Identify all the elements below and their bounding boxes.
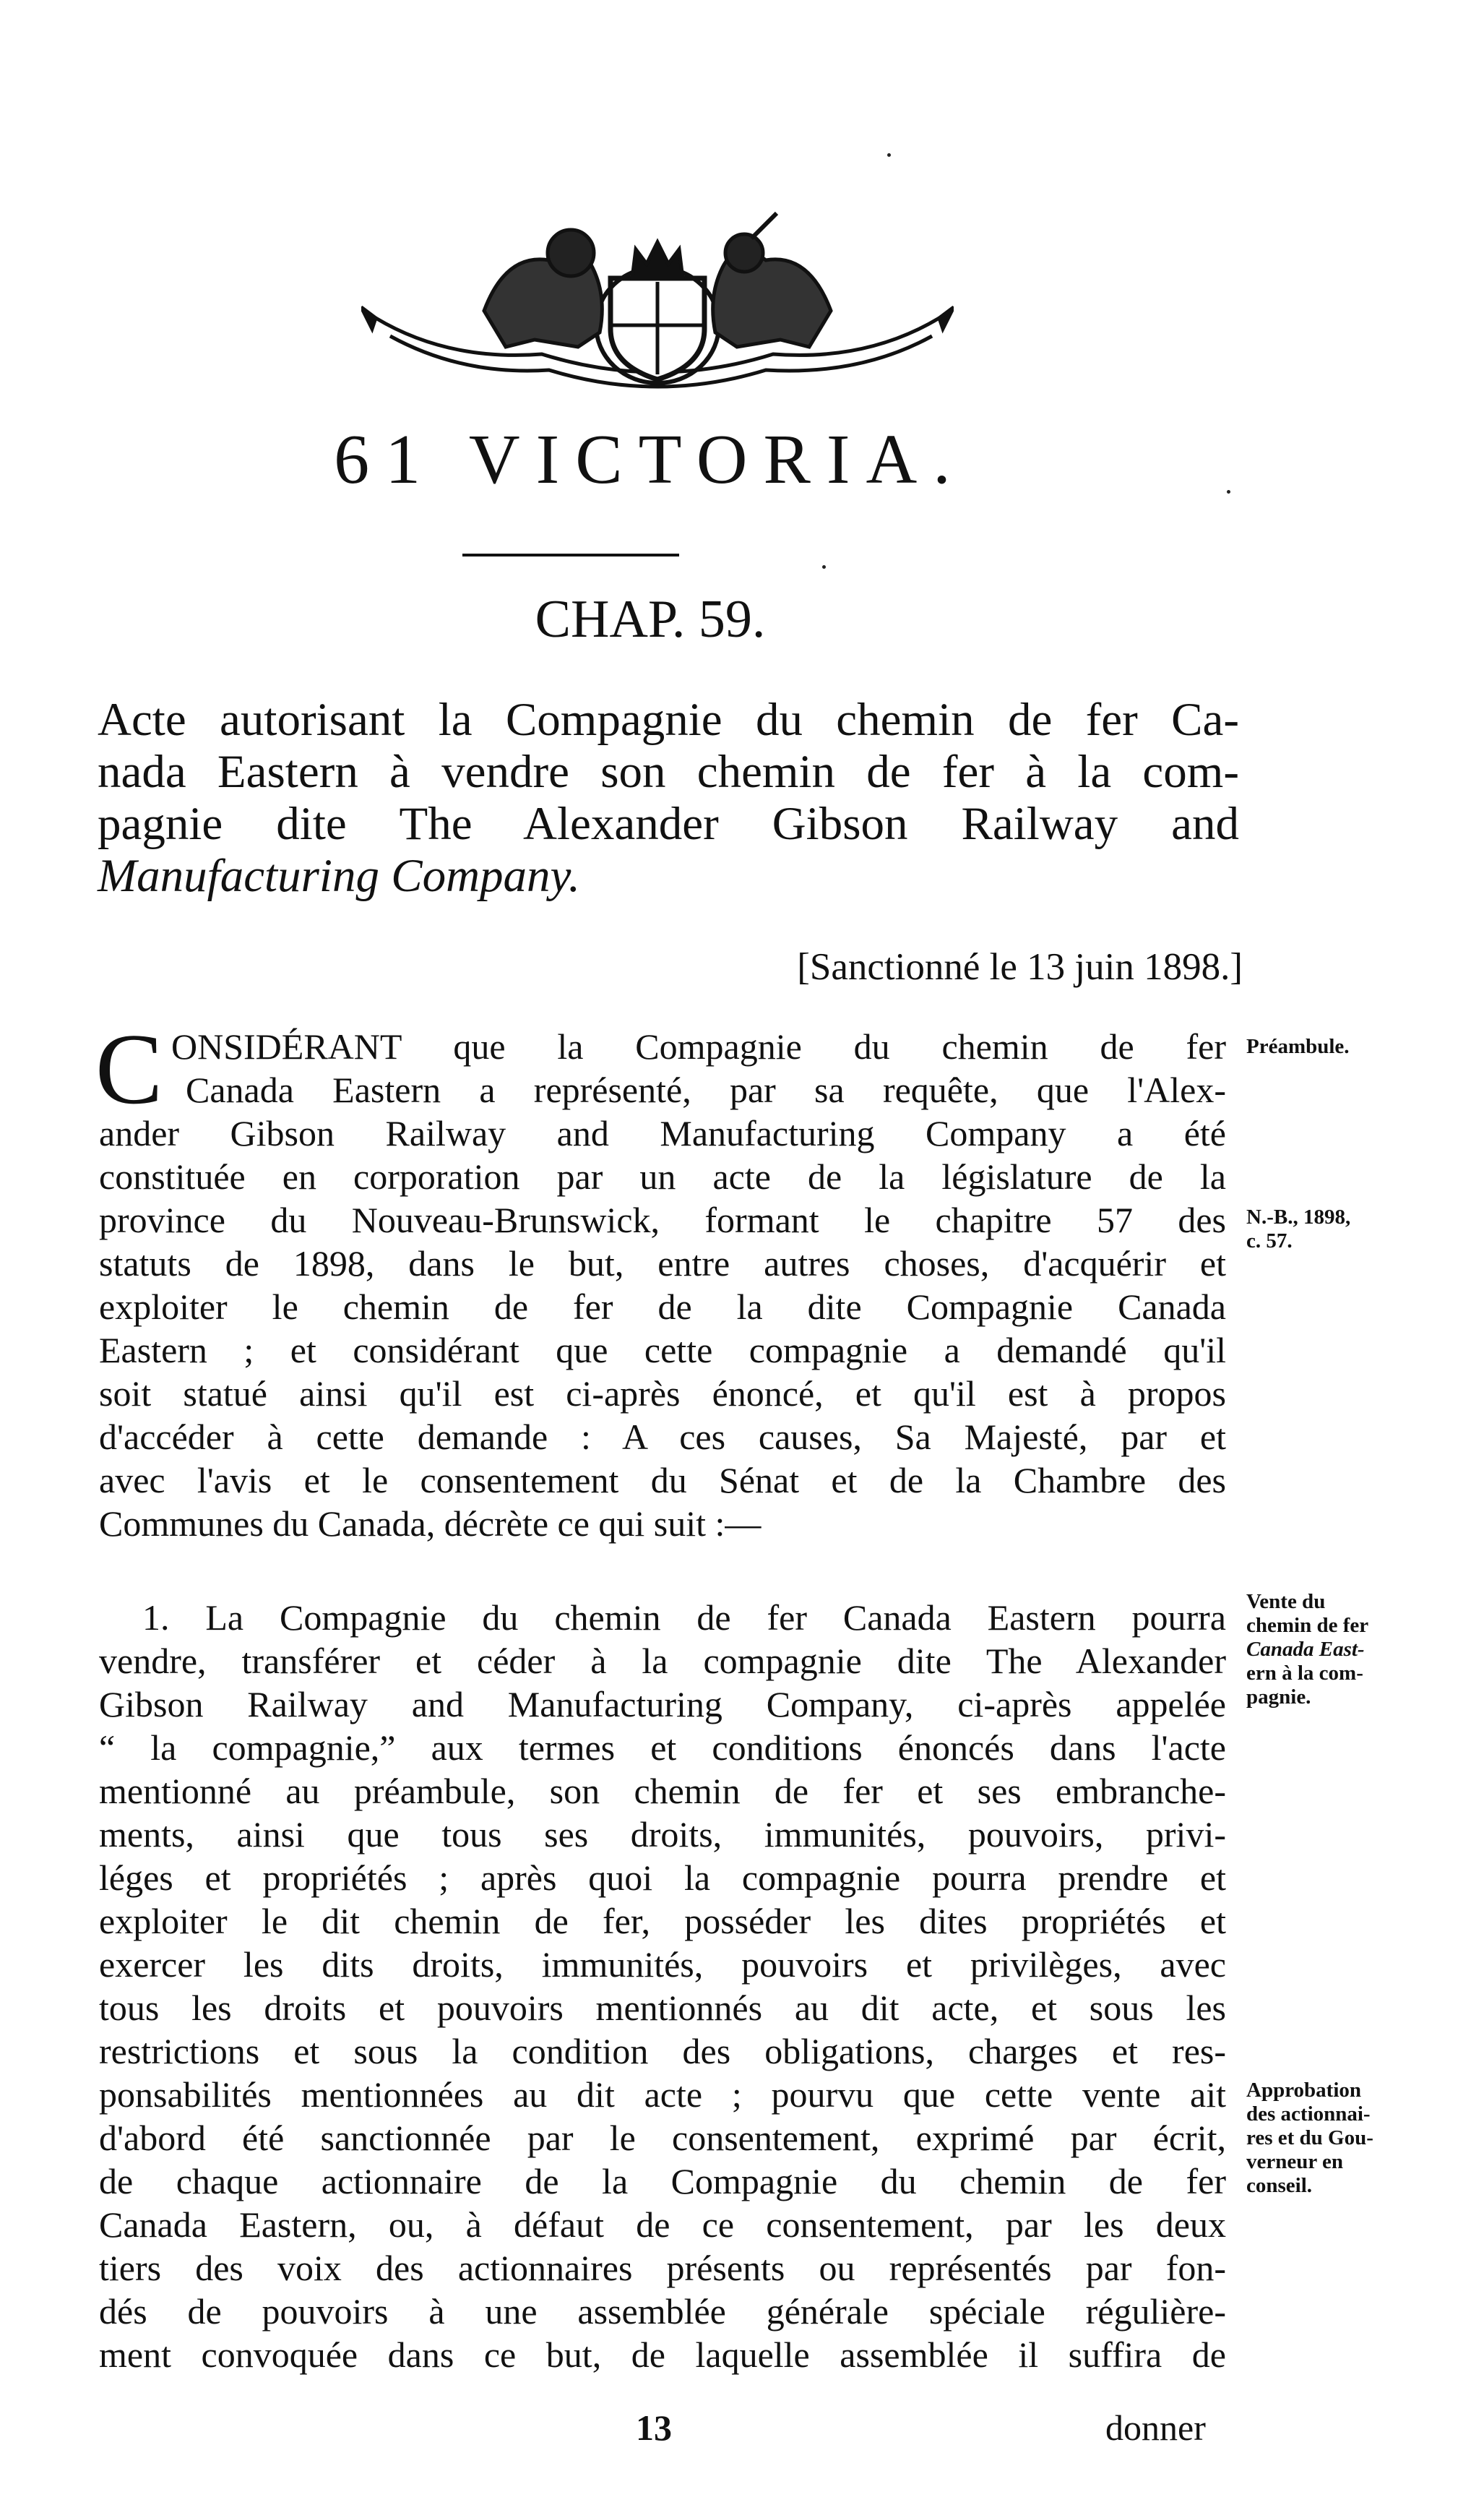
preamble-line: ONSIDÉRANT que la Compagnie du chemin de fer	[171, 1026, 1226, 1067]
margin-note-approval	[1246, 2079, 1463, 2198]
catchword: donner	[1105, 2407, 1206, 2448]
print-speck	[887, 153, 891, 157]
section1-line: ment convoquée dans ce but, de laquelle assemblée il suffira de	[99, 2334, 1226, 2375]
margin-note-line: Approbation	[1246, 2079, 1362, 2102]
section1-line: dés de pouvoirs à une assemblée générale spéciale régulière-	[99, 2291, 1226, 2332]
margin-note-line: ern à la com-	[1246, 1662, 1363, 1685]
section1-line: de chaque actionnaire de la Compagnie du chemin de fer	[99, 2161, 1226, 2201]
drop-cap: C	[95, 1013, 163, 1125]
preamble-line: avec l'avis et le consentement du Sénat et de la Chambre des	[99, 1460, 1226, 1500]
act-title-line: Acte autorisant la Compagnie du chemin de fer Ca-	[98, 694, 1239, 746]
preamble-line: Communes du Canada, décrète ce qui suit :—	[99, 1503, 762, 1544]
section1-line: 1. La Compagnie du chemin de fer Canada Eastern pourra	[142, 1597, 1226, 1638]
margin-note-line: des actionnai-	[1246, 2102, 1371, 2126]
section1-line: vendre, transférer et céder à la compagnie dite The Alexander	[99, 1641, 1226, 1681]
section1-line: ments, ainsi que tous ses droits, immunités, pouvoirs, privi-	[99, 1814, 1226, 1855]
margin-note-reference	[1246, 1206, 1463, 1253]
preamble-line: Eastern ; et considérant que cette compagnie a demandé qu'il	[99, 1330, 1226, 1370]
preamble-line: statuts de 1898, dans le but, entre autres choses, d'acquérir et	[99, 1243, 1226, 1284]
preamble-line: d'accéder à cette demande : A ces causes, Sa Majesté, par et	[99, 1417, 1226, 1457]
preamble-line: province du Nouveau-Brunswick, formant le chapitre 57 des	[99, 1200, 1226, 1240]
margin-note-line: pagnie.	[1246, 1685, 1311, 1709]
margin-note-line: c. 57.	[1246, 1229, 1293, 1252]
margin-note-line: conseil.	[1246, 2174, 1313, 2197]
section1-line: exploiter le dit chemin de fer, posséder les dites propriétés et	[99, 1901, 1226, 1941]
preamble-line: Canada Eastern a représenté, par sa requête, que l'Alex-	[186, 1070, 1226, 1110]
section1-line: restrictions et sous la condition des obligations, charges et res-	[99, 2031, 1226, 2071]
preamble-line: ander Gibson Railway and Manufacturing Company a été	[99, 1113, 1226, 1153]
margin-note-line: verneur en	[1246, 2150, 1343, 2173]
print-speck	[822, 565, 826, 569]
title-divider	[462, 554, 679, 557]
preamble-line: soit statué ainsi qu'il est ci-après énoncé, et qu'il est à propos	[99, 1373, 1226, 1414]
page-title: 61 VICTORIA.	[334, 421, 967, 499]
section1-line: Canada Eastern, ou, à défaut de ce consentement, par les deux	[99, 2204, 1226, 2245]
margin-note-sale	[1246, 1590, 1463, 1709]
section1-line: tous les droits et pouvoirs mentionnés au dit acte, et sous les	[99, 1988, 1226, 2028]
section1-line: mentionné au préambule, son chemin de fer et ses embranche-	[99, 1771, 1226, 1811]
act-title-line: nada Eastern à vendre son chemin de fer à la com-	[98, 746, 1239, 798]
section1-line: d'abord été sanctionnée par le consentement, exprimé par écrit,	[99, 2118, 1226, 2158]
section1-line: exercer les dits droits, immunités, pouvoirs et privilèges, avec	[99, 1944, 1226, 1985]
preamble-line: exploiter le chemin de fer de la dite Compagnie Canada	[99, 1286, 1226, 1327]
preamble-line: constituée en corporation par un acte de la législature de la	[99, 1156, 1226, 1197]
section1-line: ponsabilités mentionnées au dit acte ; pourvu que cette vente ait	[99, 2074, 1226, 2115]
margin-note-line: chemin de fer	[1246, 1614, 1369, 1637]
sanction-date: [Sanctionné le 13 juin 1898.]	[797, 946, 1243, 988]
section1-line: léges et propriétés ; après quoi la compagnie pourra prendre et	[99, 1857, 1226, 1898]
margin-note-line: N.-B., 1898,	[1246, 1206, 1351, 1229]
section1-line: tiers des voix des actionnaires présents ou représentés par fon-	[99, 2248, 1226, 2288]
act-title	[98, 694, 1239, 902]
section1-line: Gibson Railway and Manufacturing Company, ci-après appelée	[99, 1684, 1226, 1724]
margin-note-line: Préambule.	[1246, 1035, 1350, 1058]
margin-note-line: Canada East-	[1246, 1638, 1365, 1661]
chapter-number: CHAP. 59.	[535, 590, 766, 649]
section1-line: “ la compagnie,” aux termes et conditions énoncés dans l'acte	[99, 1727, 1226, 1768]
act-title-line: Manufacturing Company.	[98, 850, 581, 902]
margin-note-preamble	[1246, 1035, 1463, 1059]
act-title-line: pagnie dite The Alexander Gibson Railway and	[98, 798, 1239, 850]
royal-coat-of-arms-icon	[361, 210, 954, 390]
margin-note-line: Vente du	[1246, 1590, 1326, 1613]
page-number: 13	[636, 2407, 672, 2448]
margin-note-line: res et du Gou-	[1246, 2126, 1373, 2149]
